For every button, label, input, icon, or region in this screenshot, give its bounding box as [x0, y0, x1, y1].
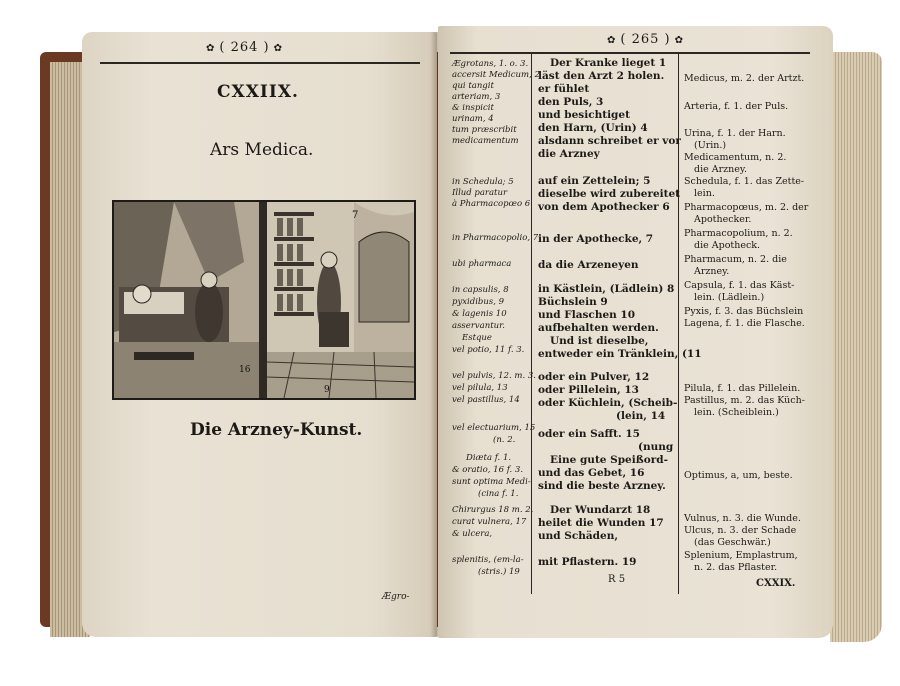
header-rule [450, 52, 810, 54]
latin-line: & ulcera, [452, 529, 493, 539]
latin-line: Estque [462, 333, 492, 343]
latin-line: curat vulnera, 17 [452, 517, 527, 527]
woodcut-number: 9 [324, 385, 330, 395]
index-line: Arteria, f. 1. der Puls. [684, 101, 789, 112]
german-line: und Flaschen 10 [538, 309, 636, 321]
latin-line: Diæta f. 1. [466, 453, 512, 463]
index-line: Pastillus, m. 2. das Küch- [684, 395, 805, 406]
german-line: heilet die Wunden 17 [538, 517, 664, 529]
latin-line: à Pharmacopœo 6 [452, 199, 531, 209]
german-line: den Puls, 3 [538, 96, 604, 108]
left-page-number: ✿ ( 264 ) ✿ [206, 40, 284, 55]
german-line: Der Wundarzt 18 [550, 504, 651, 516]
index-line: Capsula, f. 1. das Käst- [684, 280, 795, 291]
right-page [438, 26, 833, 638]
latin-line: & oratio, 16 f. 3. [452, 465, 524, 475]
german-line: oder ein Pulver, 12 [538, 371, 650, 383]
german-line: dieselbe wird zubereitet [538, 188, 681, 200]
index-line: lein. (Scheiblein.) [694, 407, 779, 418]
ornament-icon: ✿ [273, 43, 284, 54]
index-line: n. 2. das Pflaster. [694, 562, 778, 573]
latin-line: urinam, 4 [452, 114, 494, 124]
right-page-number: ✿ ( 265 ) ✿ [607, 32, 685, 47]
index-line: Pilula, f. 1. das Pillelein. [684, 383, 801, 394]
ornament-icon: ✿ [607, 35, 617, 46]
german-line: oder Küchlein, (Scheib- [538, 397, 678, 409]
index-line: Pharmacum, n. 2. die [684, 254, 787, 265]
german-line: in der Apothecke, 7 [538, 233, 654, 245]
chapter-footer: CXXIX. [756, 578, 796, 589]
latin-line: arteriam, 3 [452, 92, 501, 102]
index-line: die Apotheck. [694, 240, 761, 251]
latin-line: qui tangit [452, 81, 494, 91]
german-line: oder Pillelein, 13 [538, 384, 639, 396]
german-line: und besichtiget [538, 109, 630, 121]
latin-line: in Schedula; 5 [452, 177, 514, 187]
latin-line: asservantur. [452, 321, 505, 331]
latin-line: vel potio, 11 f. 3. [452, 345, 525, 355]
german-line: Und ist dieselbe, [550, 335, 649, 347]
index-line: Schedula, f. 1. das Zette- [684, 176, 805, 187]
index-line: Lagena, f. 1. die Flasche. [684, 318, 805, 329]
index-line: Ulcus, n. 3. der Schade [684, 525, 797, 536]
latin-line: in capsulis, 8 [452, 285, 509, 295]
latin-line: ubi pharmaca [452, 259, 512, 269]
german-line: Büchslein 9 [538, 296, 608, 308]
index-line: Apothecker. [694, 214, 752, 225]
german-line: in Kästlein, (Lädlein) 8 [538, 283, 675, 295]
catchword: Ægro- [382, 592, 410, 602]
index-line: Medicus, m. 2. der Artzt. [684, 73, 805, 84]
german-line: oder ein Safft. 15 [538, 428, 640, 440]
german-line: von dem Apothecker 6 [538, 201, 670, 213]
latin-line: & inspicit [452, 103, 494, 113]
signature-mark: R 5 [608, 574, 626, 585]
german-line: (nung [638, 441, 674, 453]
latin-line: accersit Medicum, 2 [452, 70, 540, 80]
latin-line: vel pastillus, 14 [452, 395, 520, 405]
index-line: Pyxis, f. 3. das Büchslein [684, 306, 804, 317]
german-line: (lein, 14 [616, 410, 666, 422]
latin-line: pyxidibus, 9 [452, 297, 505, 307]
latin-line: (n. 2. [493, 435, 516, 445]
woodcut-number: 7 [352, 210, 359, 221]
index-line: Optimus, a, um, beste. [684, 470, 793, 481]
latin-line: vel pulvis, 12. m. 3. [452, 371, 536, 381]
latin-line: Ægrotans, 1. o. 3. [452, 59, 529, 69]
chapter-number: CXXIIX. [217, 82, 299, 102]
right-page-block-edge [830, 52, 882, 642]
woodcut-illustration [112, 200, 416, 400]
german-line: Der Kranke lieget 1 [550, 57, 667, 69]
latin-line: vel pilula, 13 [452, 383, 508, 393]
latin-line: Chirurgus 18 m. 2. [452, 505, 534, 515]
index-line: Splenium, Emplastrum, [684, 550, 798, 561]
ornament-icon: ✿ [206, 43, 216, 54]
index-line: die Arzney. [694, 164, 748, 175]
german-line: alsdann schreibet er vor [538, 135, 681, 147]
header-rule [100, 62, 420, 64]
latin-line: (stris.) 19 [478, 567, 520, 577]
index-line: Pharmacopolium, n. 2. [684, 228, 793, 239]
index-line: Urina, f. 1. der Harn. [684, 128, 786, 139]
german-line: da die Arzeneyen [538, 259, 639, 271]
german-line: und Schäden, [538, 530, 618, 542]
latin-line: tum præscribit [452, 125, 517, 135]
index-line: (das Geschwär.) [694, 537, 771, 548]
latin-title: Ars Medica. [210, 140, 314, 160]
german-title: Die Arzney-Kunst. [190, 420, 363, 440]
index-line: lein. [694, 188, 715, 199]
ornament-icon: ✿ [674, 35, 685, 46]
index-line: Pharmacopœus, m. 2. der [684, 202, 809, 213]
german-line: er fühlet [538, 83, 590, 95]
open-book [22, 22, 882, 642]
german-line: entweder ein Tränklein, (11 [538, 348, 702, 360]
german-line: die Arzney [538, 148, 600, 160]
german-line: mit Pflastern. 19 [538, 556, 637, 568]
latin-line: Illud paratur [452, 188, 508, 198]
german-line: sind die beste Arzney. [538, 480, 666, 492]
latin-line: (cina f. 1. [478, 489, 519, 499]
index-line: Vulnus, n. 3. die Wunde. [684, 513, 801, 524]
latin-line: medicamentum [452, 136, 519, 146]
index-line: Arzney. [694, 266, 730, 277]
german-line: und das Gebet, 16 [538, 467, 645, 479]
woodcut-number: 16 [239, 365, 251, 375]
latin-line: & lagenis 10 [452, 309, 507, 319]
german-line: Eine gute Speißord- [550, 454, 668, 466]
index-line: (Urin.) [694, 140, 727, 151]
german-line: läst den Arzt 2 holen. [538, 70, 665, 82]
index-line: lein. (Lädlein.) [694, 292, 765, 303]
latin-line: in Pharmacopolio, 7 [452, 233, 539, 243]
latin-line: splenitis, (em-la- [452, 555, 524, 565]
german-line: auf ein Zettelein; 5 [538, 175, 651, 187]
left-page [82, 32, 437, 637]
index-line: Medicamentum, n. 2. [684, 152, 787, 163]
german-line: den Harn, (Urin) 4 [538, 122, 648, 134]
german-line: aufbehalten werden. [538, 322, 659, 334]
latin-line: sunt optima Medi- [452, 477, 531, 487]
latin-line: vel electuarium, 15 [452, 423, 536, 433]
